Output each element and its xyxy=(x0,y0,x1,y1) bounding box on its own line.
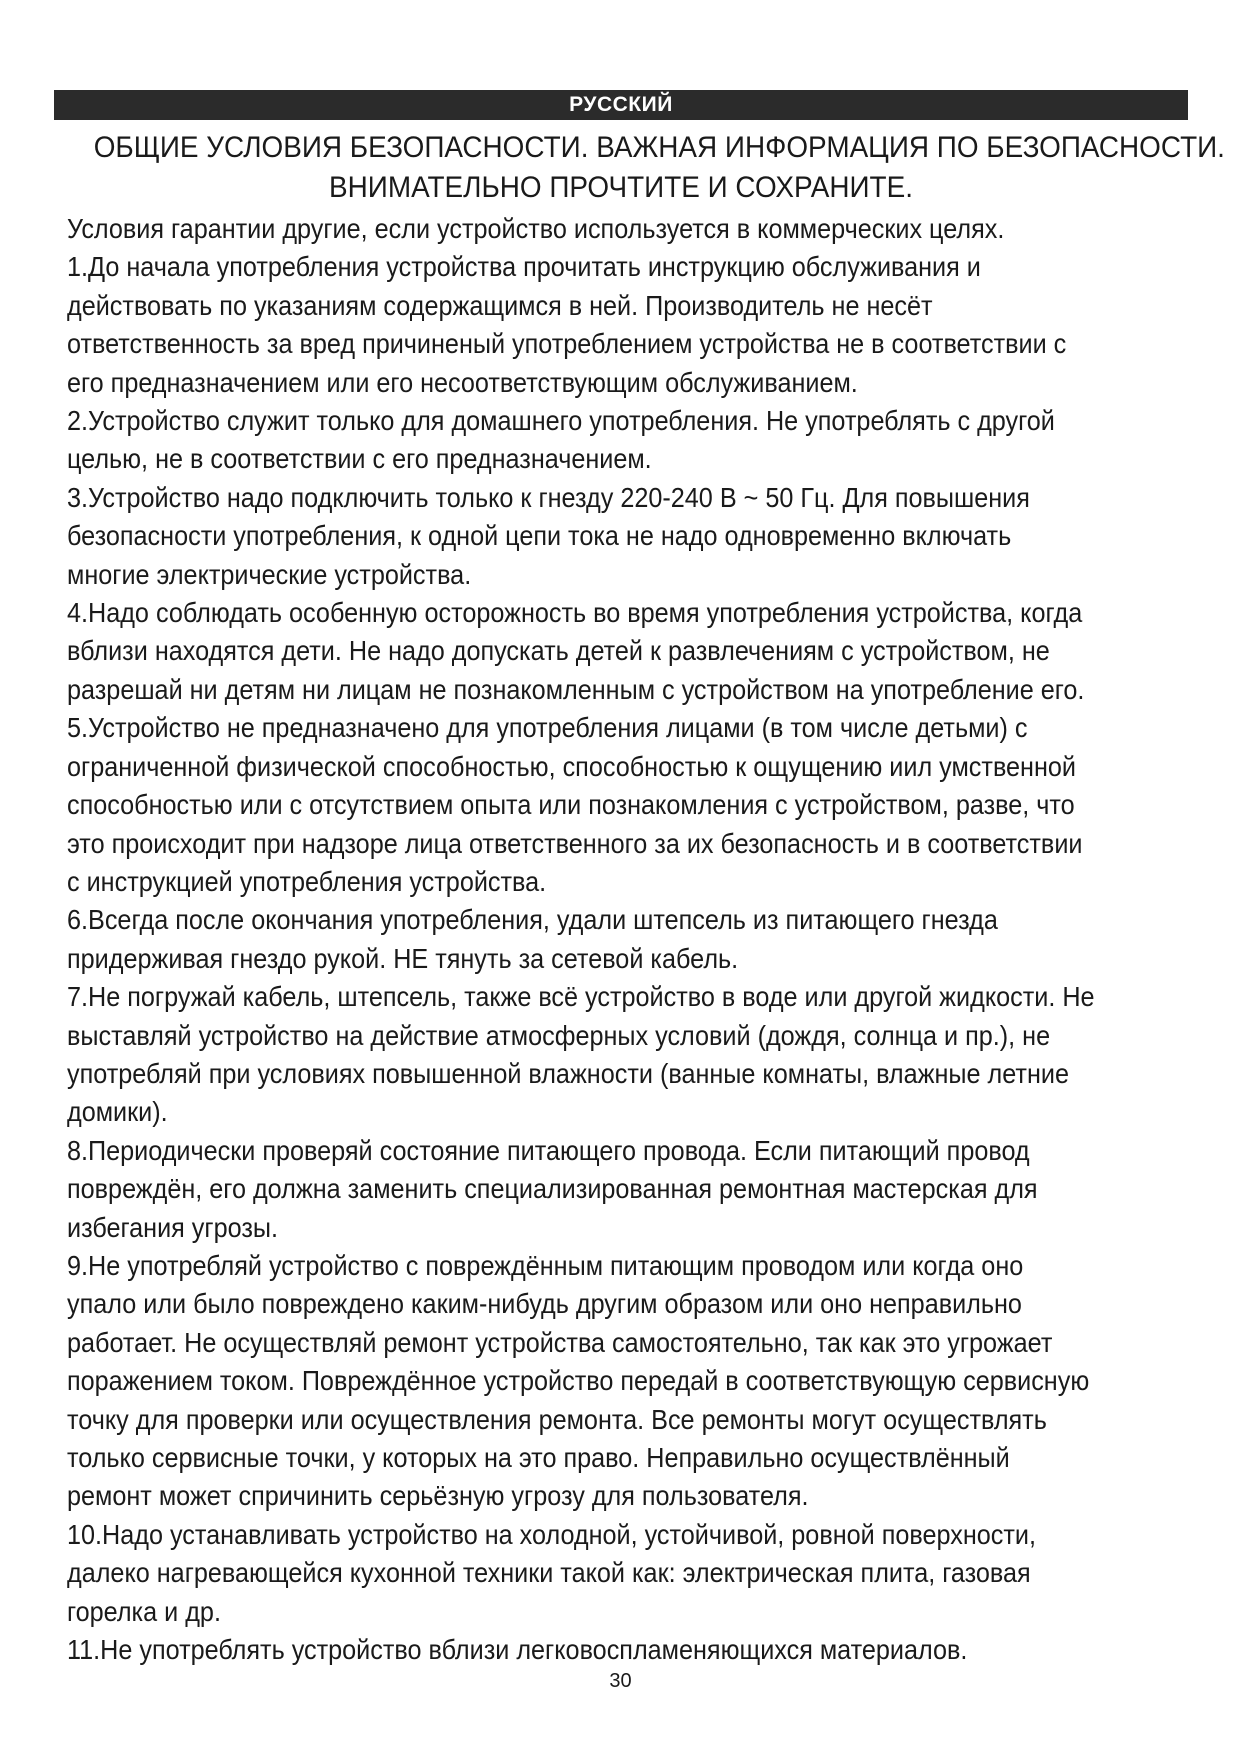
text-line: способностью или с отсутствием опыта или познакомления с устройством, разве, что xyxy=(67,789,1075,821)
text-line: придерживая гнездо рукой. НЕ тянуть за сетевой кабель. xyxy=(67,942,739,974)
text-line: 9.Не употребляй устройство с повреждённым питающим проводом или когда оно xyxy=(67,1249,1024,1281)
text-line: действовать по указаниям содержащимся в ней. Производитель не несёт xyxy=(67,289,933,321)
text-line: 10.Надо устанавливать устройство на холодной, устойчивой, ровной поверхности, xyxy=(67,1518,1036,1550)
text-line: ремонт может спричинить серьёзную угрозу для пользователя. xyxy=(67,1480,809,1512)
text-line: Условия гарантии другие, если устройство используется в коммерческих целях. xyxy=(67,213,1005,244)
text-line: работает. Не осуществляй ремонт устройства самостоятельно, так как это угрожает xyxy=(67,1326,1053,1358)
text-line: домики). xyxy=(67,1096,168,1128)
text-line: 6.Всегда после окончания употребления, удали штепсель из питающего гнезда xyxy=(67,904,998,936)
text-line: 5.Устройство не предназначено для употребления лицами (в том числе детьми) с xyxy=(67,712,1028,744)
language-label: РУССКИЙ xyxy=(569,93,673,116)
text-line: 8.Периодически проверяй состояние питающего провода. Если питающий провод xyxy=(67,1134,1030,1166)
text-line: только сервисные точки, у которых на это право. Неправильно осуществлённый xyxy=(67,1442,1010,1473)
title-line-2: ВНИМАТЕЛЬНО ПРОЧТИТЕ И СОХРАНИТЕ. xyxy=(329,171,913,204)
title-line-1: ОБЩИЕ УСЛОВИЯ БЕЗОПАСНОСТИ. ВАЖНАЯ ИНФОРМАЦИЯ ПО БЕЗОПАСНОСТИ. xyxy=(93,131,1225,164)
instructions-body xyxy=(67,210,1187,1669)
text-line: 3.Устройство надо подключить только к гнезду 220-240 В ~ 50 Гц. Для повышения xyxy=(67,481,1030,513)
text-line: далеко нагревающейся кухонной техники такой как: электрическая плита, газовая xyxy=(67,1557,1031,1589)
text-line: выставляй устройство на действие атмосферных условий (дождя, солнца и пр.), не xyxy=(67,1019,1051,1051)
text-line: повреждён, его должна заменить специализированная ремонтная мастерская для xyxy=(67,1173,1038,1205)
text-line: 2.Устройство служит только для домашнего употребления. Не употреблять с другой xyxy=(67,405,1055,437)
text-line: целью, не в соответствии с его предназначением. xyxy=(67,443,652,475)
text-line: ограниченной физической способностью, способностью к ощущению иил умственной xyxy=(67,750,1076,782)
text-line: многие электрические устройства. xyxy=(67,558,472,590)
text-line: 7.Не погружай кабель, штепсель, также всё устройство в воде или другой жидкости. Не xyxy=(67,981,1095,1013)
text-line: это происходит при надзоре лица ответственного за их безопасность и в соответствии xyxy=(67,827,1083,859)
text-line: упало или было повреждено каким-нибудь другим образом или оно неправильно xyxy=(67,1288,1022,1320)
page-number: 30 xyxy=(609,1670,632,1692)
text-line: точку для проверки или осуществления ремонта. Все ремонты могут осуществлять xyxy=(67,1403,1047,1435)
text-line: его предназначением или его несоответствующим обслуживанием. xyxy=(67,366,858,398)
text-line: с инструкцией употребления устройства. xyxy=(67,865,547,897)
text-line: употребляй при условиях повышенной влажности (ванные комнаты, влажные летние xyxy=(67,1057,1069,1089)
language-header-bar xyxy=(54,90,1188,120)
text-line: ответственность за вред причиненый употреблением устройства не в соответствии с xyxy=(67,328,1067,360)
text-line: разрешай ни детям ни лицам не познакомленным с устройством на употребление его. xyxy=(67,673,1085,705)
text-line: безопасности употребления, к одной цепи тока не надо одновременно включать xyxy=(67,520,1012,552)
text-line: избегания угрозы. xyxy=(67,1211,279,1243)
text-line: горелка и др. xyxy=(67,1595,221,1627)
text-line: вблизи находятся дети. Не надо допускать детей к развлечениям с устройством, не xyxy=(67,635,1050,667)
text-line: поражением током. Повреждённое устройство передай в соответствующую сервисную xyxy=(67,1365,1090,1397)
text-line: 11.Не употреблять устройство вблизи легковоспламеняющихся материалов. xyxy=(67,1634,968,1666)
text-line: 1.До начала употребления устройства прочитать инструкцию обслуживания и xyxy=(67,251,981,283)
text-line: 4.Надо соблюдать особенную осторожность во время употребления устройства, когда xyxy=(67,597,1083,629)
safety-title xyxy=(93,128,1225,208)
